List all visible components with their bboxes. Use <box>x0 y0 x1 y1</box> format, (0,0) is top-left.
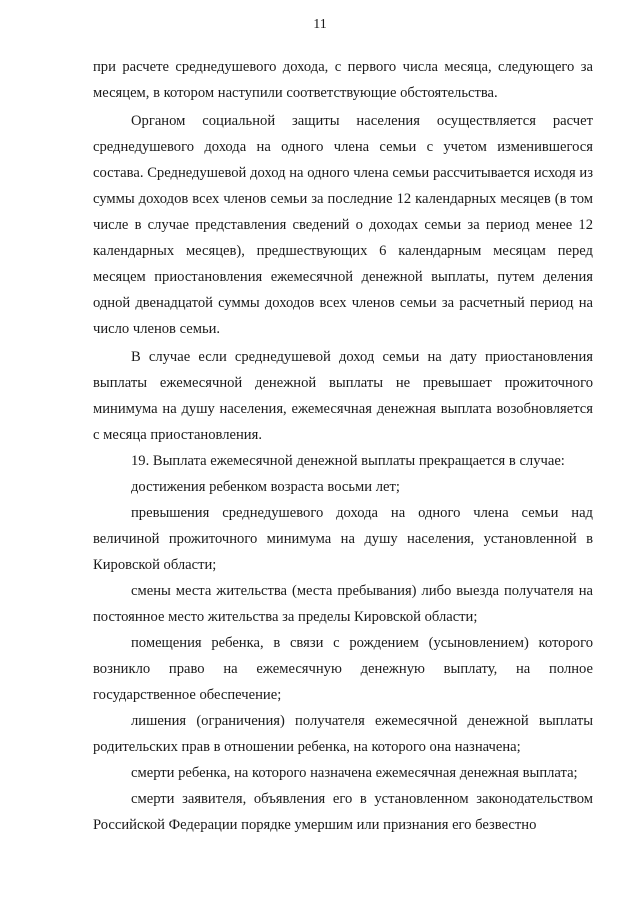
list-item-parental-rights: лишения (ограничения) получателя ежемесячной денежной выплаты родительских прав в отношении ребенка, на которого она назначена; <box>93 713 593 755</box>
list-item-residence-change: смены места жительства (места пребывания) либо выезда получателя на постоянное место жительства за пределы Кировской области; <box>93 583 593 625</box>
paragraph-payment-resumption: В случае если среднедушевой доход семьи на дату приостановления выплаты ежемесячной денежной выплаты не превышает прожиточного минимума на душу населения, ежемесячная денежная выплата возобновляется с месяца приостановления. <box>93 349 593 443</box>
paragraph-termination-heading: 19. Выплата ежемесячной денежной выплаты прекращается в случае: <box>131 453 565 469</box>
list-item-applicant-death: смерти заявителя, объявления его в установленном законодательством Российской Федерации порядке умершим или признания его безвестно <box>93 791 593 833</box>
body-text <box>93 54 593 838</box>
list-item-child-death: смерти ребенка, на которого назначена ежемесячная денежная выплата; <box>131 765 578 781</box>
list-item-income-excess: превышения среднедушевого дохода на одного члена семьи над величиной прожиточного минимума на душу населения, установленной в Кировской области; <box>93 505 593 573</box>
paragraph-continuation: при расчете среднедушевого дохода, с первого числа месяца, следующего за месяцем, в котором наступили соответствующие обстоятельства. <box>93 59 593 101</box>
page-number: 11 <box>313 17 327 32</box>
paragraph-income-calculation: Органом социальной защиты населения осуществляется расчет среднедушевого дохода на одного члена семьи с учетом изменившегося состава. Среднедушевой доход на одного члена семьи рассчитывается исходя из суммы доходов всех членов семьи за последние 12 календарных месяцев (в том числе в случае представления сведений о доходах семьи за период менее 12 календарных месяцев), предшествующих 6 календарным месяцам перед месяцем приостановления ежемесячной денежной выплаты, путем деления одной двенадцатой суммы доходов всех членов семьи за расчетный период на число членов семьи. <box>93 113 593 337</box>
list-item-state-care: помещения ребенка, в связи с рождением (усыновлением) которого возникло право на ежемесячную денежную выплату, на полное государственное обеспечение; <box>93 635 593 703</box>
list-item-age: достижения ребенком возраста восьми лет; <box>131 479 400 495</box>
